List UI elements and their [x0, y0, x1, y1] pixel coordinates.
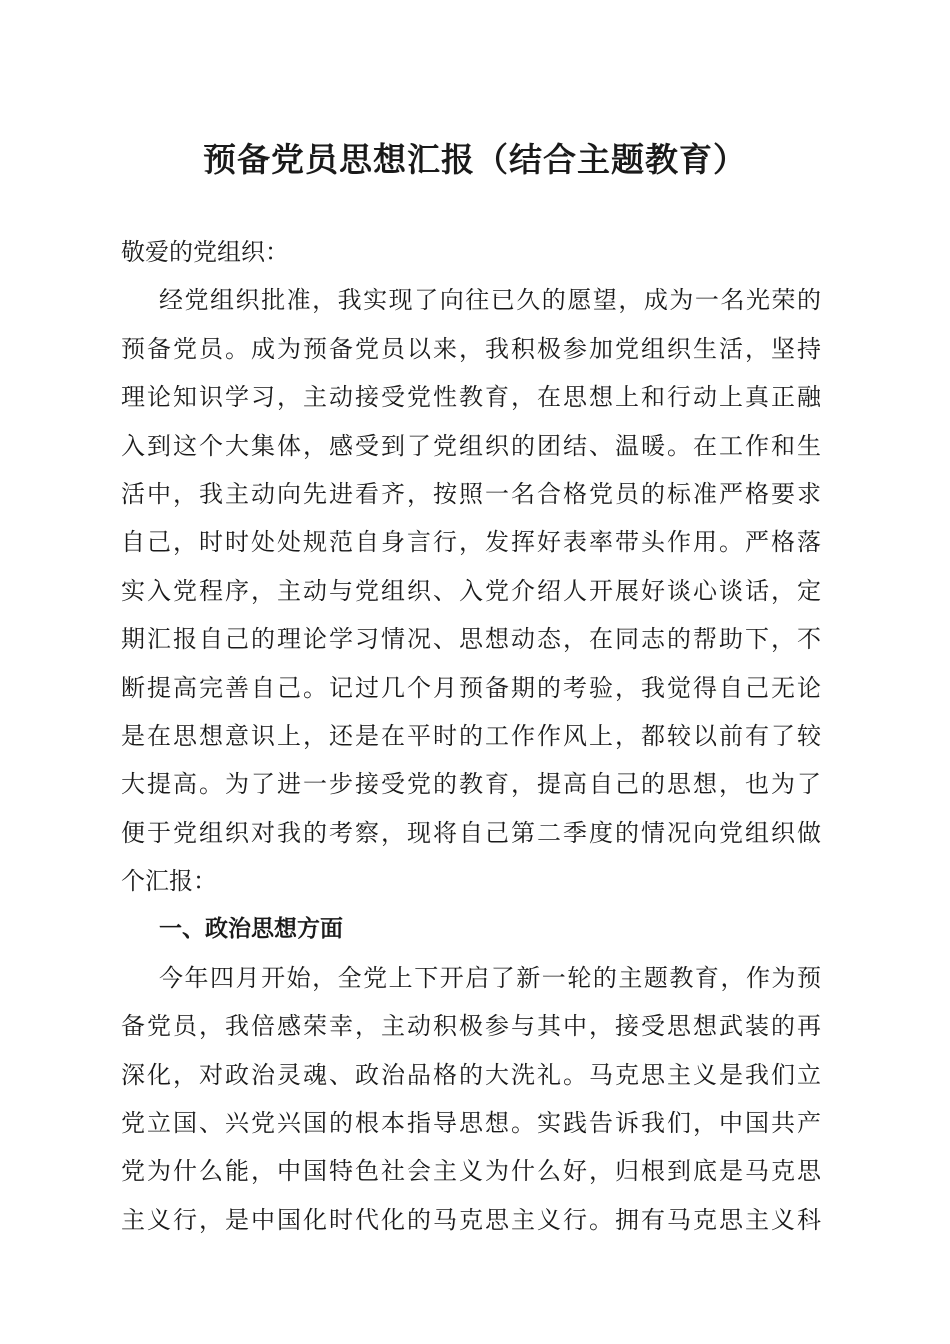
paragraph-2 [121, 954, 821, 1244]
paragraph-1 [121, 276, 821, 905]
paragraph-line: 自己，时时处处规范自身言行，发挥好表率带头作用。严格落 [121, 528, 821, 557]
paragraph-line: 大提高。为了进一步接受党的教育，提高自己的思想，也为了 [121, 770, 821, 799]
document-title: 预备党员思想汇报（结合主题教育） [203, 140, 747, 179]
paragraph-line: 理论知识学习，主动接受党性教育，在思想上和行动上真正融 [121, 383, 821, 412]
paragraph-line: 期汇报自己的理论学习情况、思想动态，在同志的帮助下，不 [121, 625, 821, 654]
paragraph-line: 经党组织批准，我实现了向往已久的愿望，成为一名光荣的 [159, 286, 821, 315]
paragraph-line: 实入党程序，主动与党组织、入党介绍人开展好谈心谈话，定 [121, 576, 821, 605]
paragraph-line: 今年四月开始，全党上下开启了新一轮的主题教育，作为预 [159, 963, 821, 992]
paragraph-line: 断提高完善自己。记过几个月预备期的考验，我觉得自己无论 [121, 673, 821, 702]
paragraph-line: 党为什么能，中国特色社会主义为什么好，归根到底是马克思 [121, 1157, 821, 1186]
paragraph-line: 是在思想意识上，还是在平时的工作作风上，都较以前有了较 [121, 721, 821, 750]
paragraph-line: 活中，我主动向先进看齐，按照一名合格党员的标准严格要求 [121, 479, 821, 508]
section-heading: 一、政治思想方面 [159, 916, 343, 943]
paragraph-line: 个汇报： [121, 867, 217, 896]
paragraph-line: 备党员，我倍感荣幸，主动积极参与其中，接受思想武装的再 [121, 1012, 821, 1041]
salutation: 敬爱的党组织： [121, 238, 289, 266]
paragraph-line: 预备党员。成为预备党员以来，我积极参加党组织生活，坚持 [121, 334, 821, 363]
paragraph-line: 主义行，是中国化时代化的马克思主义行。拥有马克思主义科 [121, 1205, 821, 1234]
document-body [121, 228, 821, 1244]
paragraph-line: 便于党组织对我的考察，现将自己第二季度的情况向党组织做 [121, 818, 821, 847]
paragraph-line: 党立国、兴党兴国的根本指导思想。实践告诉我们，中国共产 [121, 1109, 821, 1138]
paragraph-line: 深化，对政治灵魂、政治品格的大洗礼。马克思主义是我们立 [121, 1060, 821, 1089]
paragraph-line: 入到这个大集体，感受到了党组织的团结、温暖。在工作和生 [121, 431, 821, 460]
